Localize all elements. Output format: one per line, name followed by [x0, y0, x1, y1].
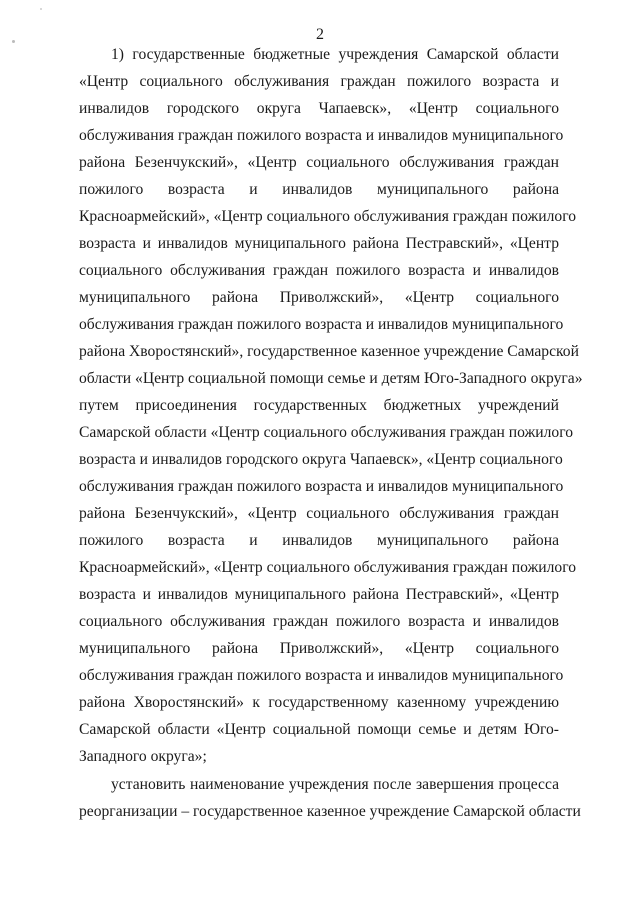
text-line: реорганизации – государственное казенное учреждение Самарской области — [79, 803, 581, 820]
text-line: Западного округа»; — [79, 748, 207, 765]
text-line: района Безенчукский», «Центр социального обслуживания граждан — [79, 154, 559, 171]
text-line: установить наименование учреждения после завершения процесса — [111, 776, 559, 793]
text-line: «Центр социального обслуживания граждан пожилого возраста и — [79, 73, 559, 90]
text-line: пожилого возраста и инвалидов муниципального района — [79, 181, 559, 198]
text-line: инвалидов городского округа Чапаевск», «Центр социального — [79, 100, 559, 117]
text-line: обслуживания граждан пожилого возраста и инвалидов муниципального — [79, 316, 564, 333]
text-line: Красноармейский», «Центр социального обслуживания граждан пожилого — [79, 208, 577, 225]
text-line: обслуживания граждан пожилого возраста и инвалидов муниципального — [79, 667, 564, 684]
text-line: муниципального района Приволжский», «Центр социального — [79, 640, 559, 657]
text-line: обслуживания граждан пожилого возраста и инвалидов муниципального — [79, 127, 564, 144]
text-line: района Хворостянский» к государственному казенному учреждению — [79, 694, 559, 711]
text-line: района Безенчукский», «Центр социального обслуживания граждан — [79, 505, 559, 522]
text-line: пожилого возраста и инвалидов муниципального района — [79, 532, 559, 549]
text-line: социального обслуживания граждан пожилого возраста и инвалидов — [79, 613, 559, 630]
text-line: возраста и инвалидов городского округа Чапаевск», «Центр социального — [79, 451, 563, 468]
text-line: путем присоединения государственных бюджетных учреждений — [79, 397, 559, 414]
text-line: социального обслуживания граждан пожилого возраста и инвалидов — [79, 262, 559, 279]
text-line: муниципального района Приволжский», «Центр социального — [79, 289, 559, 306]
text-line: Самарской области «Центр социальной помощи семье и детям Юго- — [79, 721, 559, 738]
text-line: возраста и инвалидов муниципального района Пестравский», «Центр — [79, 235, 559, 252]
scan-mark — [40, 8, 42, 10]
page-number: 2 — [316, 26, 324, 43]
text-line: Красноармейский», «Центр социального обслуживания граждан пожилого — [79, 559, 577, 576]
text-line: возраста и инвалидов муниципального района Пестравский», «Центр — [79, 586, 559, 603]
text-line: Самарской области «Центр социального обслуживания граждан пожилого — [79, 424, 574, 441]
text-line: обслуживания граждан пожилого возраста и инвалидов муниципального — [79, 478, 564, 495]
text-line: 1) государственные бюджетные учреждения Самарской области — [111, 46, 559, 63]
text-line: района Хворостянский», государственное казенное учреждение Самарской — [79, 343, 579, 360]
text-line: области «Центр социальной помощи семье и детям Юго-Западного округа» — [79, 370, 583, 387]
